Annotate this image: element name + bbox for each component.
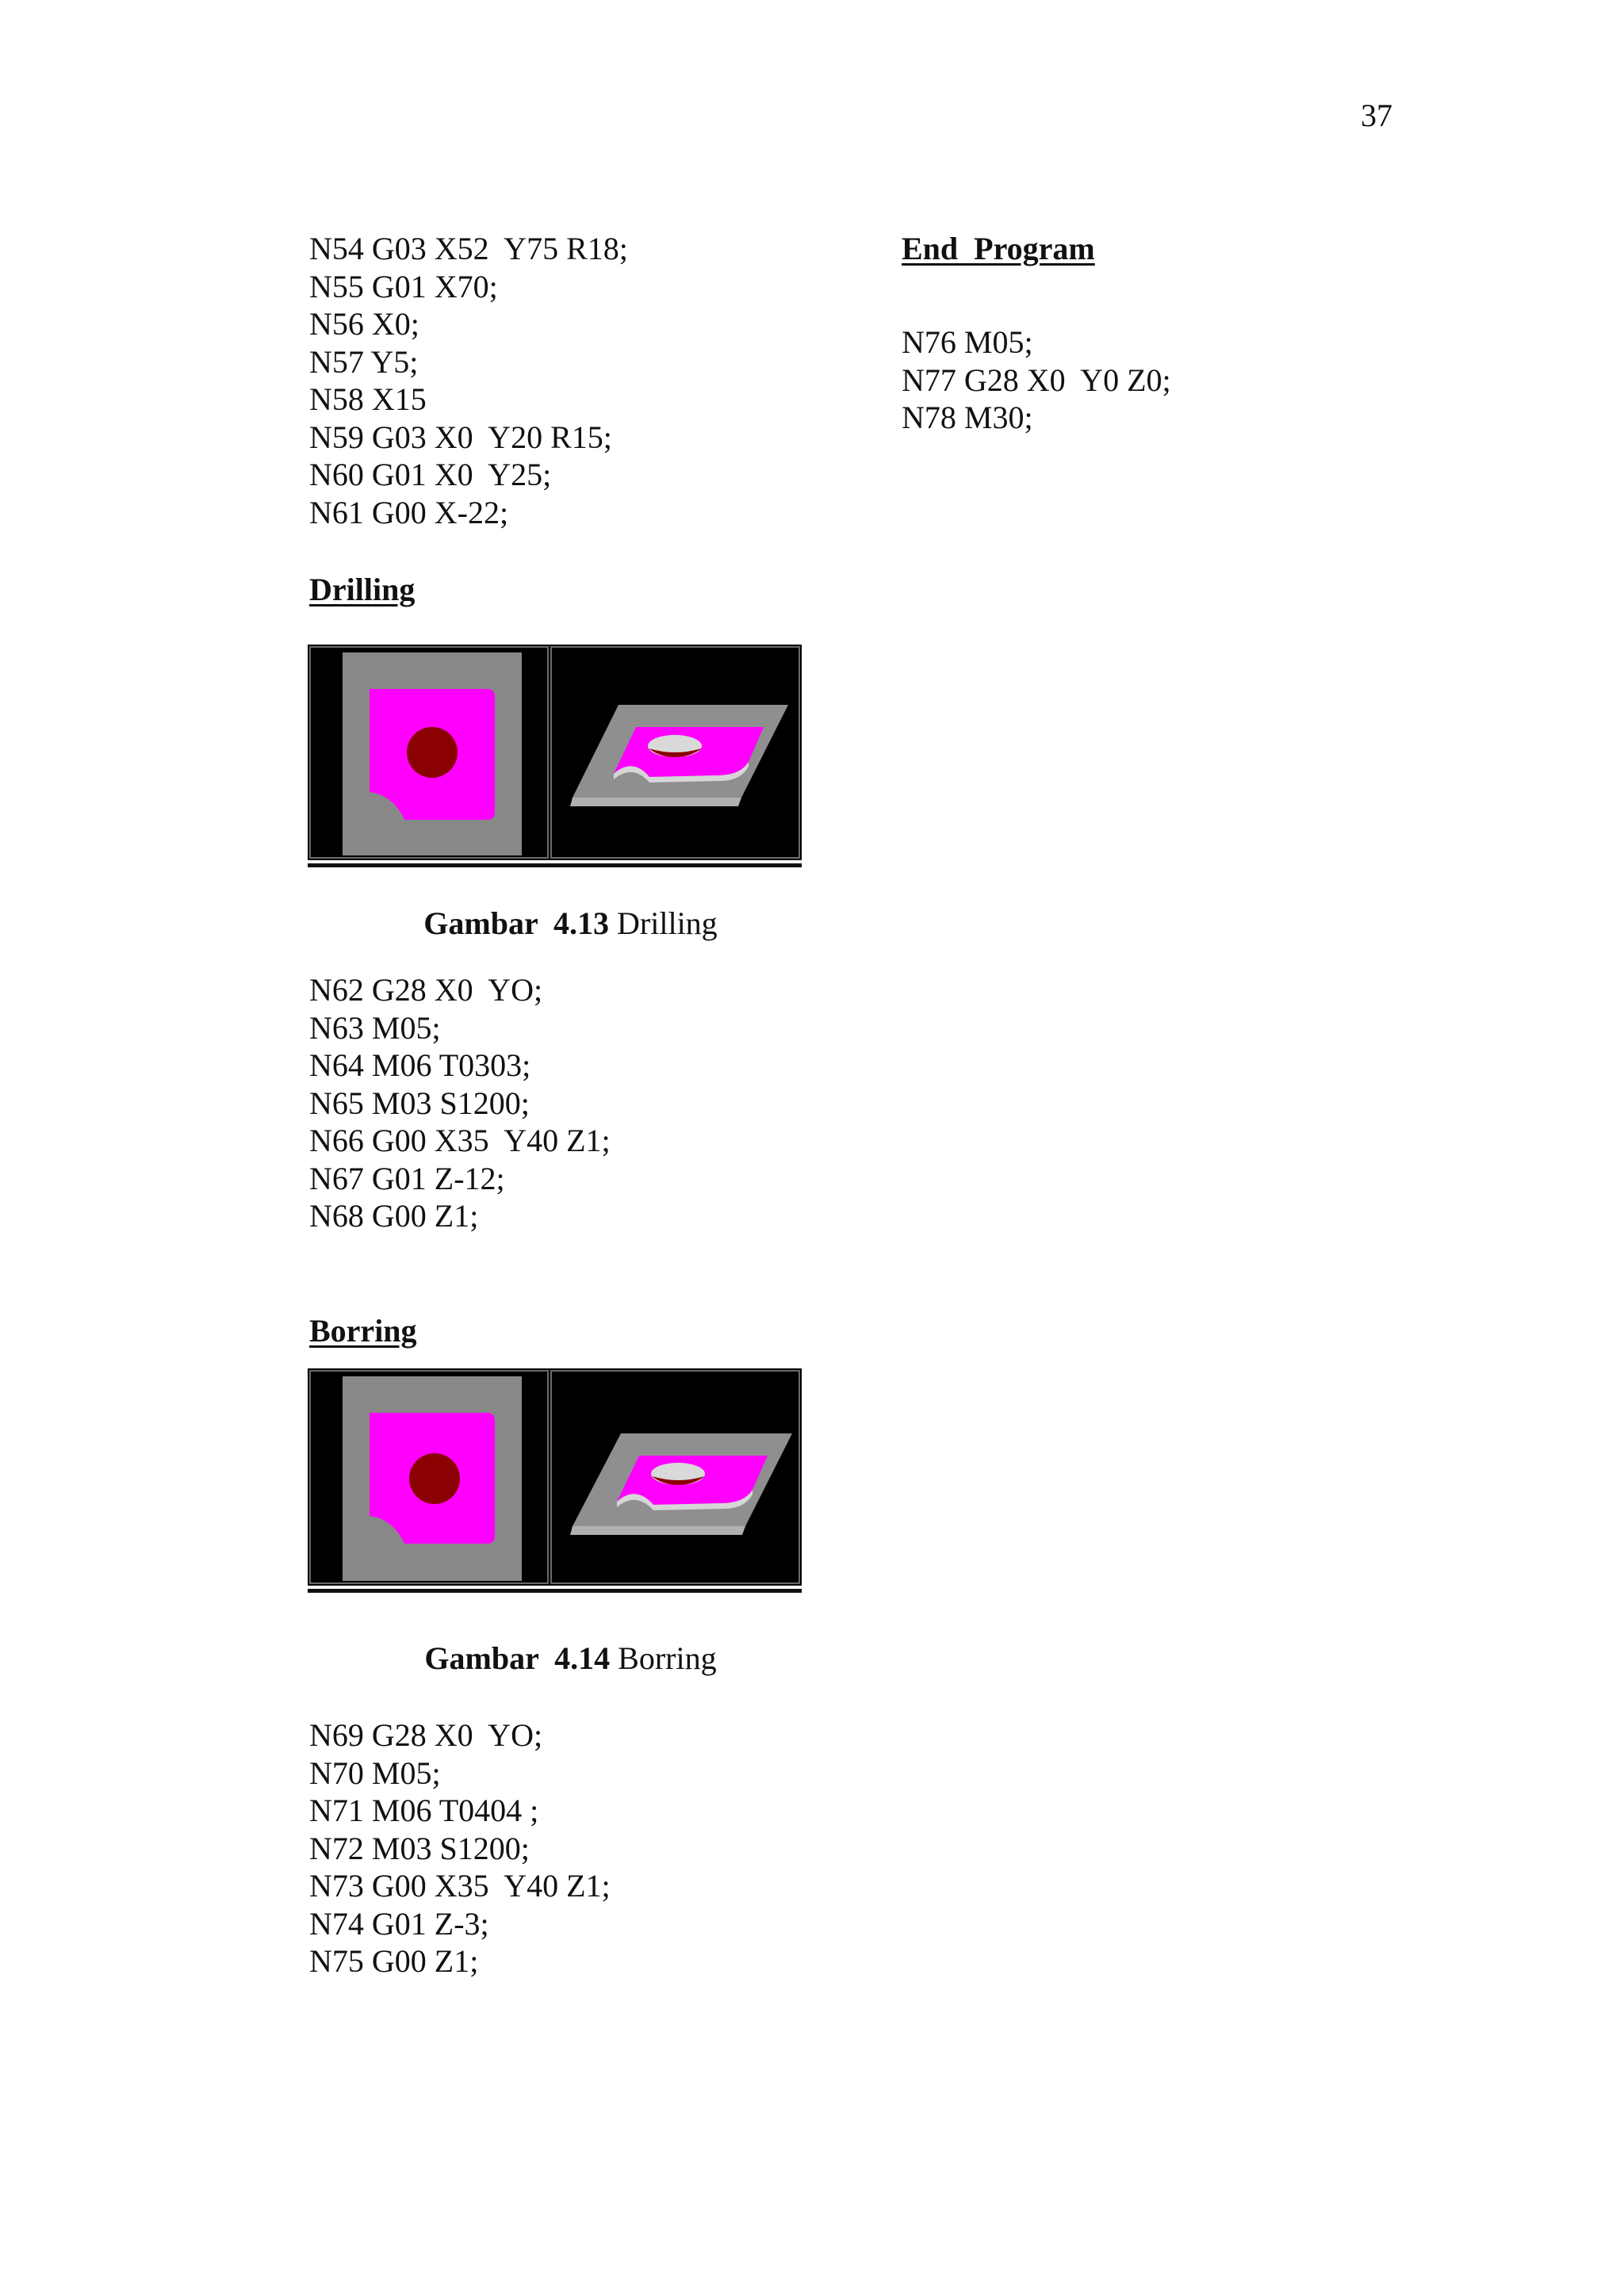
code-line: N59 G03 X0 Y20 R15; [309,419,612,455]
code-line: N68 G00 Z1; [309,1198,479,1234]
code-line: N56 X0; [309,306,419,342]
code-block-2 [309,971,611,1235]
borring-simulation-image [308,1368,802,1586]
code-line: N67 G01 Z-12; [309,1160,505,1196]
code-line: N78 M30; [902,400,1033,435]
code-line: N76 M05; [902,324,1033,360]
caption-label: Gambar 4.13 [423,905,610,941]
code-line: N63 M05; [309,1009,441,1046]
code-line: N75 G00 Z1; [309,1943,479,1979]
figure-borring [308,1368,802,1714]
code-line: N64 M06 T0303; [309,1047,531,1083]
code-line: N57 Y5; [309,343,419,380]
code-block-end [902,323,1171,437]
code-line: N74 G01 Z-3; [309,1905,489,1942]
code-line: N77 G28 X0 Y0 Z0; [902,362,1171,398]
page-number: 37 [1361,98,1392,133]
heading-borring: Borring [309,1313,417,1349]
drilling-simulation-image [308,645,802,860]
code-line: N70 M05; [309,1755,441,1791]
figure-caption [308,867,802,979]
code-line: N69 G28 X0 YO; [309,1717,543,1753]
code-line: N61 G00 X-22; [309,494,509,530]
code-line: N54 G03 X52 Y75 R18; [309,231,628,266]
code-block-3 [309,1716,611,1980]
code-line: N58 X15 [309,381,427,417]
caption-text: Drilling [609,905,718,941]
caption-label: Gambar 4.14 [424,1640,611,1676]
caption-text: Borring [610,1640,717,1676]
figure-rule [308,1589,802,1593]
code-line: N66 G00 X35 Y40 Z1; [309,1123,611,1158]
code-block-1 [309,230,628,531]
code-line: N55 G01 X70; [309,268,498,304]
heading-drilling: Drilling [309,572,416,607]
figure-drilling [308,645,802,979]
code-line: N60 G01 X0 Y25; [309,457,552,492]
figure-caption [308,1602,802,1714]
code-line: N71 M06 T0404 ; [309,1793,539,1828]
heading-end-program: End Program [902,231,1095,266]
code-line: N72 M03 S1200; [309,1830,530,1866]
code-line: N65 M03 S1200; [309,1085,530,1121]
code-line: N73 G00 X35 Y40 Z1; [309,1868,611,1904]
code-line: N62 G28 X0 YO; [309,972,543,1008]
